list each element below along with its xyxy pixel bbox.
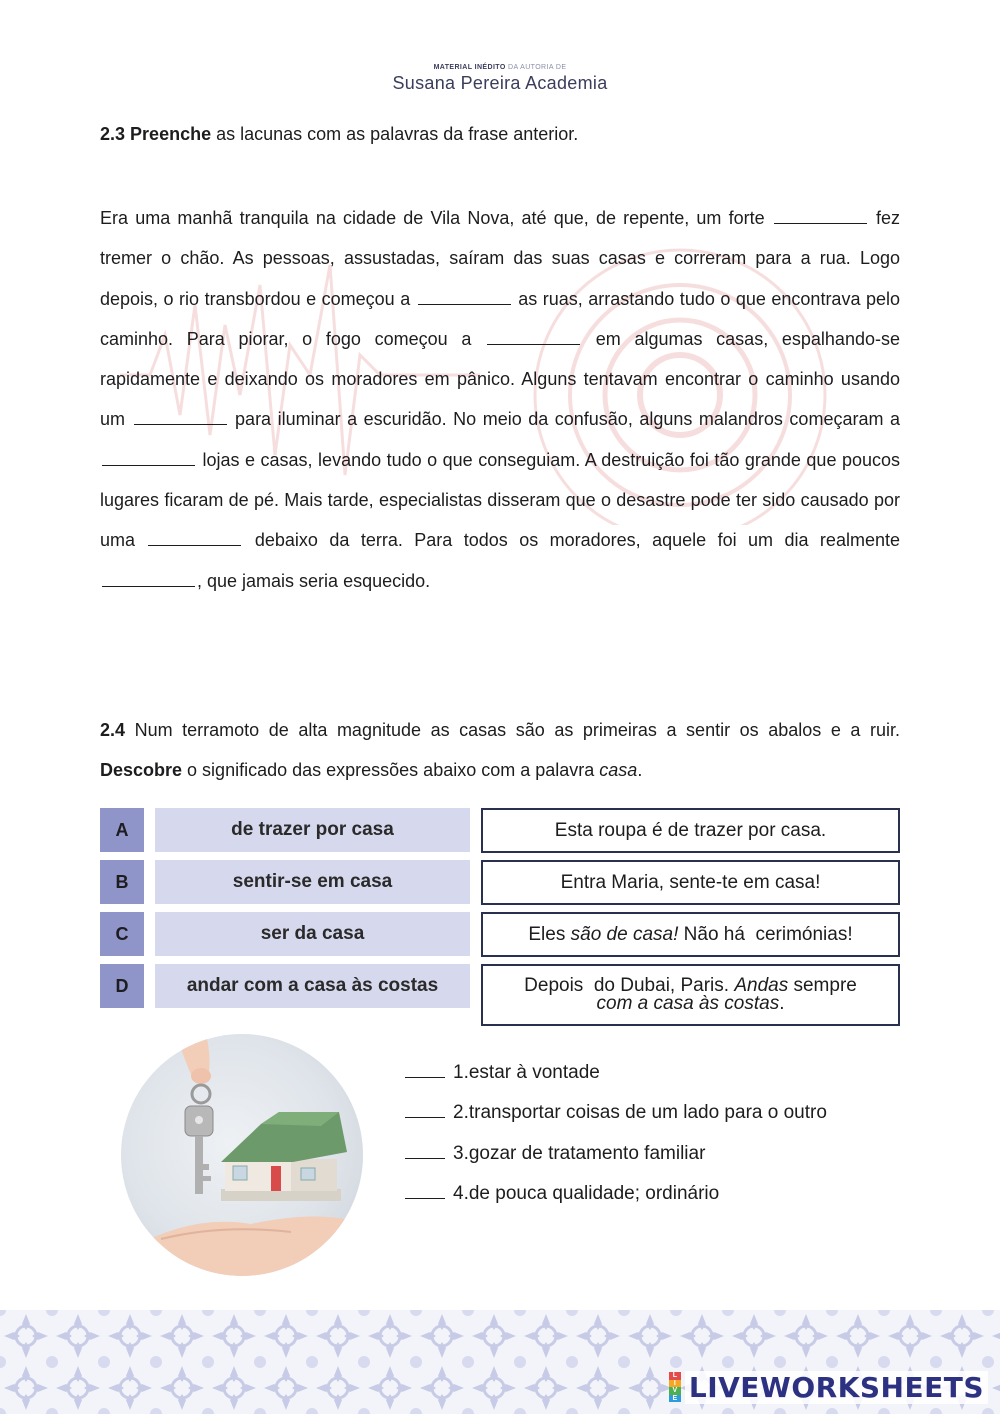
section-2-4-number: 2.4 — [100, 720, 126, 740]
definition-number: 2. — [453, 1102, 469, 1124]
definition-text: gozar de tratamento familiar — [468, 1142, 706, 1164]
paragraph-segment: debaixo da terra. Para todos os moradores, aquele foi um dia realmente — [243, 530, 900, 551]
live-letter: E — [669, 1395, 681, 1403]
answer-blank[interactable] — [405, 1101, 445, 1118]
answer-blank[interactable] — [405, 1182, 445, 1199]
definition-number: 1. — [453, 1062, 469, 1083]
match-row-a — [100, 808, 900, 852]
live-letter: V — [669, 1387, 681, 1395]
section-2-4-intro — [100, 710, 900, 791]
match-row-b — [100, 860, 900, 904]
paragraph-segment: para iluminar a escuridão. No meio da confusão, alguns malandros começaram a — [228, 409, 900, 430]
definitions-list — [405, 1056, 905, 1217]
paragraph-segment: fez tremer o chão. As pessoas, assustadas, saíram das suas casas e correram para a rua. Logo depois, o rio transbordou e começou a — [100, 208, 900, 309]
document-header — [0, 64, 1000, 94]
section-2-4-text: Num terramoto de alta magnitude as casas são as primeiras a sentir os abalos e a ruir. — [125, 720, 900, 740]
paragraph-segment: lojas e casas, levando tudo o que conseguiam. A destruição foi tão grande que poucos lugares ficaram de pé. Mais tarde, especialistas disseram que o desastre pode ter sido causado por uma — [100, 449, 900, 551]
section-2-3-instruction: as lacunas com as palavras da frase anterior. — [211, 124, 579, 144]
blank-field-4[interactable] — [134, 406, 227, 425]
liveworksheets-logo[interactable] — [669, 1370, 988, 1404]
section-2-3-verb: Preenche — [130, 124, 212, 144]
blank-field-6[interactable] — [148, 527, 241, 546]
logo-text: LIVEWORKSHEETS — [685, 1371, 988, 1404]
match-expression: de trazer por casa — [155, 808, 470, 852]
match-letter: B — [100, 860, 144, 904]
definition-text: estar à vontade — [468, 1062, 600, 1083]
section-2-3-number: 2.3 — [100, 124, 126, 144]
section-2-3-title — [100, 124, 578, 145]
answer-blank[interactable] — [405, 1061, 445, 1078]
house-key-photo — [121, 1034, 363, 1276]
example-text: Eles — [528, 923, 571, 945]
definition-item — [405, 1056, 905, 1096]
tile-border — [0, 1310, 1000, 1414]
live-letter: I — [669, 1380, 681, 1388]
definition-item — [405, 1137, 905, 1177]
match-expression: andar com a casa às costas — [155, 964, 470, 1008]
example-italic: são de casa! — [570, 923, 679, 945]
blank-field-3[interactable] — [487, 326, 580, 345]
paragraph-segment: as ruas, arrastando tudo o que encontrava pelo caminho. Para piorar, o fogo começou a — [100, 288, 900, 349]
match-expression: ser da casa — [155, 912, 470, 956]
paragraph-segment: Era uma manhã tranquila na cidade de Vila Nova, até que, de repente, um forte — [100, 208, 765, 228]
header-tagline-light: DA AUTORIA DE — [508, 64, 567, 71]
house-with-key-icon — [121, 1034, 363, 1276]
definition-item — [405, 1177, 905, 1217]
definition-number: 3. — [453, 1142, 469, 1164]
definition-text: de pouca qualidade; ordinário — [468, 1182, 720, 1204]
match-expression: sentir-se em casa — [155, 860, 470, 904]
section-2-4-verb: Descobre — [100, 760, 183, 781]
example-text: Esta roupa é de trazer por casa. — [554, 819, 827, 841]
example-text: Não há cerimónias! — [678, 923, 853, 945]
match-letter: A — [100, 808, 144, 852]
match-letter: D — [100, 964, 144, 1008]
match-example — [481, 808, 900, 853]
answer-blank[interactable] — [405, 1142, 445, 1159]
section-2-4-end: . — [637, 760, 643, 781]
section-2-4-instruction: o significado das expressões abaixo com a palavra — [182, 760, 600, 781]
example-italic: com a casa às costas — [596, 993, 780, 1014]
paragraph-segment: em algumas casas, espalhando-se rapidamente e deixando os moradores em pânico. Alguns tentavam encontrar o caminho usando um — [100, 328, 900, 430]
match-row-c — [100, 912, 900, 956]
header-tagline — [0, 64, 1000, 71]
blank-field-1[interactable] — [774, 205, 867, 224]
example-italic: Andas — [734, 975, 789, 996]
match-letter: C — [100, 912, 144, 956]
example-text: Entra Maria, sente-te em casa! — [560, 871, 821, 893]
brand-name: Susana Pereira — [392, 73, 521, 93]
live-badge-icon — [669, 1372, 681, 1402]
definition-item — [405, 1096, 905, 1136]
blank-field-2[interactable] — [418, 286, 511, 305]
match-example — [481, 964, 900, 1026]
live-letter: L — [669, 1372, 681, 1380]
blank-field-5[interactable] — [102, 447, 195, 466]
match-row-d — [100, 964, 900, 1026]
header-tagline-bold: MATERIAL INÉDITO — [433, 64, 506, 71]
example-text: sempre — [788, 975, 857, 996]
fill-in-paragraph — [100, 198, 900, 601]
paragraph-segment: , que jamais seria esquecido. — [197, 570, 431, 591]
brand-suffix: Academia — [525, 73, 608, 93]
match-example — [481, 912, 900, 957]
blank-field-7[interactable] — [102, 568, 195, 587]
section-2-4-word: casa — [599, 760, 638, 781]
brand-logo — [0, 73, 1000, 94]
example-text: . — [779, 993, 785, 1014]
match-example — [481, 860, 900, 905]
example-text: Depois do Dubai, Paris. — [524, 975, 735, 996]
definition-number: 4. — [453, 1182, 469, 1204]
definition-text: transportar coisas de um lado para o outro — [468, 1102, 827, 1124]
